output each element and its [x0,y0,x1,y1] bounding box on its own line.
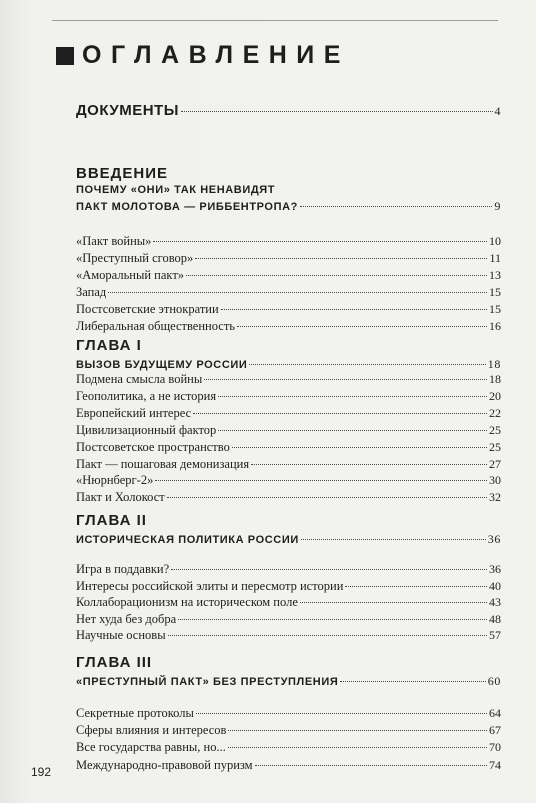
entry-page: 36 [487,532,501,546]
entry-label: «Нюрнберг-2» [76,473,154,488]
dot-leader [186,275,487,276]
entry-label: Международно-правовой пуризм [76,757,253,772]
toc-entry[interactable] [76,706,501,721]
entry-label: «ПРЕСТУПНЫЙ ПАКТ» БЕЗ ПРЕСТУПЛЕНИЯ [76,676,339,688]
toc-entry[interactable] [76,562,501,577]
toc-entry[interactable] [76,302,501,317]
entry-page: 60 [487,674,501,688]
dot-leader [251,464,487,465]
entry-page: 43 [489,595,501,609]
entry-label: Интересы российской элиты и пересмотр истории [76,578,344,593]
toc-entry[interactable] [76,268,501,283]
entry-page: 9 [494,199,501,213]
page-number: 192 [31,765,52,779]
dot-leader [300,602,487,603]
dot-leader [167,497,487,498]
entry-page: 20 [489,388,501,403]
toc-entry[interactable] [76,457,501,472]
entry-page: 67 [489,723,501,738]
dot-leader [232,447,487,448]
toc-entry[interactable] [76,319,501,334]
entry-label: «Пакт войны» [76,234,152,248]
toc-entry[interactable] [76,406,501,421]
dot-leader [228,747,487,748]
dot-leader [108,292,487,293]
dot-leader [237,326,487,327]
dot-leader [153,241,487,242]
entry-label: Геополитика, а не история [76,388,217,403]
dot-leader [218,430,487,431]
entry-label: Постсоветские этнократии [76,301,219,316]
dot-leader [171,569,487,570]
entry-label: Цивилизационный фактор [76,422,217,437]
entry-label: Либеральная общественность [76,318,236,333]
entry-page: 13 [489,267,501,282]
dot-leader [181,111,493,112]
dot-leader [168,635,487,636]
title-marker-block [56,47,74,65]
dot-leader [228,730,487,731]
toc-entry-intro[interactable] [76,199,501,214]
dot-leader [218,396,487,397]
entry-page: 4 [494,104,501,118]
entry-page: 64 [489,706,501,720]
chapter3-heading: ГЛАВА III [76,654,153,671]
entry-label: Научные основы [76,628,166,642]
entry-label: Все государства равны, но... [76,740,226,755]
entry-page: 40 [489,578,501,593]
entry-label: ДОКУМЕНТЫ [76,102,179,119]
toc-entry[interactable] [76,628,501,643]
dot-leader [300,206,492,207]
entry-label: Запад [76,284,107,299]
chapter2-heading: ГЛАВА II [76,512,147,529]
entry-page: 32 [489,490,501,505]
entry-label: ПАКТ МОЛОТОВА — РИББЕНТРОПА? [76,201,298,213]
toc-entry[interactable] [76,285,501,300]
entry-label: Пакт — пошаговая демонизация [76,456,250,471]
entry-page: 70 [489,740,501,755]
entry-page: 27 [489,456,501,471]
entry-page: 57 [489,628,501,642]
toc-entry[interactable] [76,595,501,610]
entry-label: ИСТОРИЧЕСКАЯ ПОЛИТИКА РОССИИ [76,534,299,546]
dot-leader [196,713,487,714]
toc-entry[interactable] [76,473,501,488]
entry-page: 25 [489,439,501,454]
entry-page: 10 [489,234,501,248]
toc-entry[interactable] [76,579,501,594]
toc-entry-documents[interactable] [76,102,501,119]
dot-leader [301,539,486,540]
toc-entry[interactable] [76,389,501,404]
toc-entry[interactable] [76,723,501,738]
toc-entry-chapter1[interactable] [76,357,501,372]
entry-label: Игра в поддавки? [76,562,170,576]
entry-label: Секретные протоколы [76,706,194,720]
entry-label: «Преступный сговор» [76,250,194,265]
toc-entry[interactable] [76,740,501,755]
dot-leader [178,619,487,620]
dot-leader [195,258,487,259]
toc-entry-chapter2[interactable] [76,532,501,547]
entry-page: 15 [489,284,501,299]
toc-entry[interactable] [76,251,501,266]
entry-label: Нет худа без добра [76,611,177,626]
entry-label: Подмена смысла войны [76,372,203,386]
entry-label: Пакт и Холокост [76,490,165,505]
top-rule [52,20,498,21]
entry-page: 18 [487,357,501,371]
dot-leader [345,586,487,587]
entry-label: Сферы влияния и интересов [76,723,227,738]
toc-entry[interactable] [76,612,501,627]
entry-page: 18 [489,372,501,386]
entry-label: «Аморальный пакт» [76,267,185,282]
entry-page: 11 [489,250,501,265]
entry-page: 22 [489,405,501,420]
entry-label: Коллаборационизм на историческом поле [76,595,298,609]
toc-entry-chapter3[interactable] [76,674,501,689]
chapter1-heading: ГЛАВА I [76,337,142,354]
entry-page: 48 [489,611,501,626]
toc-entry[interactable] [76,440,501,455]
toc-entry[interactable] [76,423,501,438]
entry-page: 25 [489,422,501,437]
intro-heading: ВВЕДЕНИЕ [76,165,168,182]
toc-entry[interactable] [76,234,501,249]
dot-leader [255,765,487,766]
entry-label: ВЫЗОВ БУДУЩЕМУ РОССИИ [76,359,248,371]
toc-entry[interactable] [76,372,501,387]
toc-entry[interactable] [76,490,501,505]
dot-leader [193,413,487,414]
entry-label: Постсоветское пространство [76,439,230,454]
entry-label: Европейский интерес [76,405,192,420]
intro-subtitle-line1: ПОЧЕМУ «ОНИ» ТАК НЕНАВИДЯТ [76,184,276,196]
dot-leader [249,364,485,365]
entry-page: 36 [489,562,501,576]
entry-page: 15 [489,301,501,316]
entry-page: 16 [489,318,501,333]
dot-leader [340,681,485,682]
dot-leader [204,379,487,380]
toc-entry[interactable] [76,758,501,773]
page-title: ОГЛАВЛЕНИЕ [82,41,350,69]
dot-leader [155,480,487,481]
entry-page: 74 [489,757,501,772]
dot-leader [221,309,487,310]
entry-page: 30 [489,473,501,488]
